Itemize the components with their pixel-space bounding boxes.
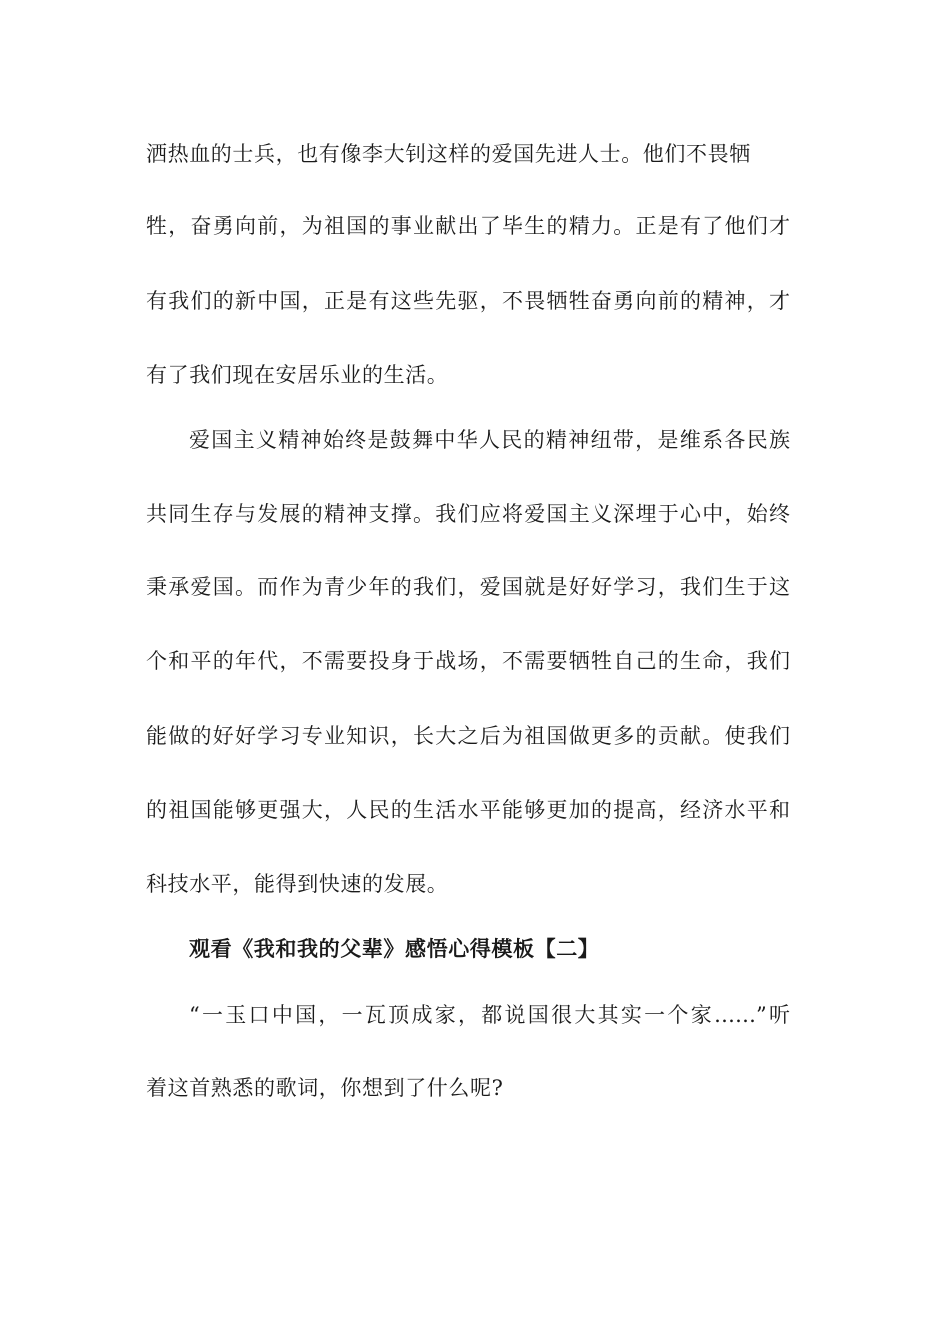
paragraph-1-line-2: 牲，奋勇向前，为祖国的事业献出了毕生的精力。正是有了他们才 — [146, 214, 790, 238]
paragraph-1-line-1: 洒热血的士兵，也有像李大钊这样的爱国先进人士。他们不畏牺 — [146, 142, 751, 166]
paragraph-1-line-3: 有我们的新中国，正是有这些先驱，不畏牺牲奋勇向前的精神，才 — [146, 289, 790, 313]
paragraph-2-line-5: 能做的好好学习专业知识，长大之后为祖国做更多的贡献。使我们 — [146, 724, 790, 748]
paragraph-2-line-6: 的祖国能够更强大，人民的生活水平能够更加的提高，经济水平和 — [146, 798, 790, 822]
paragraph-2-line-3: 秉承爱国。而作为青少年的我们，爱国就是好好学习，我们生于这 — [146, 575, 790, 599]
paragraph-2-line-7: 科技水平，能得到快速的发展。 — [146, 872, 449, 896]
section-heading: 观看《我和我的父辈》感悟心得模板【二】 — [189, 936, 600, 961]
paragraph-2-line-2: 共同生存与发展的精神支撑。我们应将爱国主义深埋于心中，始终 — [146, 502, 790, 526]
paragraph-3-line-1: “一玉口中国，一瓦顶成家，都说国很大其实一个家……”听 — [189, 1003, 790, 1027]
paragraph-1-line-4: 有了我们现在安居乐业的生活。 — [146, 363, 449, 387]
paragraph-2-line-4: 个和平的年代，不需要投身于战场，不需要牺牲自己的生命，我们 — [146, 649, 790, 673]
paragraph-2-line-1: 爱国主义精神始终是鼓舞中华人民的精神纽带，是维系各民族 — [189, 428, 790, 452]
paragraph-3-line-2: 着这首熟悉的歌词，你想到了什么呢? — [146, 1076, 504, 1100]
